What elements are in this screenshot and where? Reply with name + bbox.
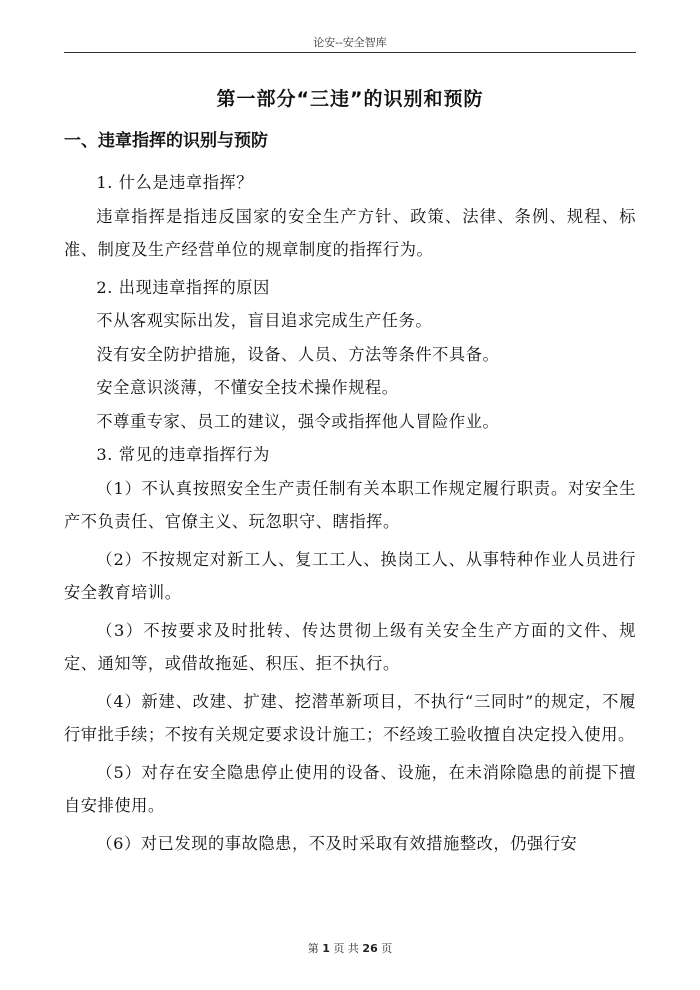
body-paragraph: 违章指挥是指违反国家的安全生产方针、政策、法律、条例、规程、标准、制度及生产经营单位的规章制度的指挥行为。 <box>64 206 636 259</box>
list-item: （6）对已发现的事故隐患，不及时采取有效措施整改，仍强行安 <box>96 833 578 853</box>
list-item: （1）不认真按照安全生产责任制有关本职工作规定履行职责。对安全生产不负责任、官僚主义、玩忽职守、瞎指挥。 <box>64 478 636 531</box>
body-paragraph: 不尊重专家、员工的建议，强令或指挥他人冒险作业。 <box>96 411 500 431</box>
footer-total-pages: 26 <box>362 942 378 955</box>
body-paragraph: 安全意识淡薄，不懂安全技术操作规程。 <box>96 378 399 397</box>
document-title: 第一部分“三违”的识别和预防 <box>216 88 484 110</box>
header-divider <box>64 52 636 53</box>
page-footer <box>0 940 700 956</box>
body-paragraph: 不从客观实际出发，盲目追求完成生产任务。 <box>96 311 433 330</box>
numbered-question: 2. 出现违章指挥的原因 <box>96 277 270 297</box>
footer-middle: 页 共 <box>333 942 359 955</box>
list-item: （4）新建、改建、扩建、挖潜革新项目，不执行“三同时”的规定，不履行审批手续；不按有关规定要求设计施工；不经竣工验收擅自决定投入使用。 <box>64 691 636 744</box>
list-item: （2）不按规定对新工人、复工工人、换岗工人、从事特种作业人员进行安全教育培训。 <box>64 549 636 602</box>
page-header: 论安--安全智库 <box>313 36 387 49</box>
section-heading: 一、违章指挥的识别与预防 <box>64 131 268 151</box>
numbered-question: 3. 常见的违章指挥行为 <box>96 445 270 464</box>
numbered-question: 1. 什么是违章指挥？ <box>96 173 254 192</box>
body-paragraph: 没有安全防护措施，设备、人员、方法等条件不具备。 <box>96 344 500 364</box>
list-item: （3）不按要求及时批转、传达贯彻上级有关安全生产方面的文件、规定、通知等，或借故拖延、积压、拒不执行。 <box>64 620 636 673</box>
footer-page-number: 1 <box>322 942 330 955</box>
list-item: （5）对存在安全隐患停止使用的设备、设施，在未消除隐患的前提下擅自安排使用。 <box>64 762 636 815</box>
footer-suffix: 页 <box>381 942 393 955</box>
document-body <box>64 166 636 860</box>
footer-prefix: 第 <box>307 942 319 955</box>
